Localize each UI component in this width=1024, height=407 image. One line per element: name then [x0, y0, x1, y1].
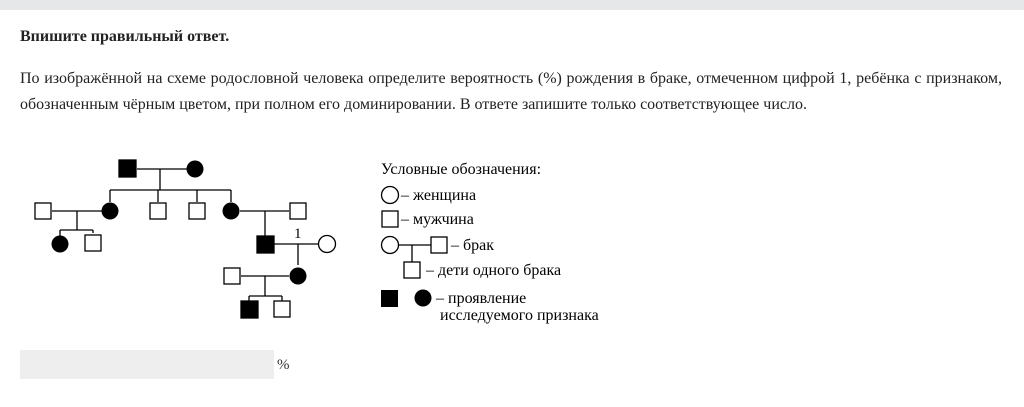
percent-unit: % [277, 357, 290, 373]
male [290, 203, 306, 219]
affected-female [187, 161, 204, 178]
affected-female [52, 236, 69, 253]
legend-trait-label-line2: исследуемого признака [440, 307, 599, 324]
answer-input[interactable] [20, 350, 274, 379]
female [319, 236, 336, 253]
legend [368, 150, 658, 330]
marriage-number-label: 1 [294, 226, 302, 242]
child-symbol [404, 262, 420, 278]
task-text: По изображённой на схеме родословной человека определите вероятность (%) рождения в браке, отмеченном цифрой 1, ребёнка с признаком, обозначенным чёрным цветом, при полном его доминировании. В ответе запишите только соответствующее число. [20, 70, 1002, 113]
affected-male [257, 236, 274, 253]
male [189, 203, 205, 219]
female-symbol [382, 187, 399, 204]
affected-male [119, 160, 136, 177]
top-bar [0, 0, 1024, 10]
legend-children-label: – дети одного брака [426, 262, 562, 279]
male [274, 301, 290, 317]
male-symbol [382, 211, 398, 227]
affected-female [223, 203, 240, 220]
task-title: Впишите правильный ответ. [20, 28, 230, 45]
affected-female-symbol [415, 290, 432, 307]
affected-female [102, 203, 119, 220]
marriage-symbol [382, 237, 448, 263]
affected-male-symbol [381, 290, 398, 307]
legend-trait-label-line1: – проявление [436, 290, 527, 307]
legend-female-label: – женщина [401, 187, 477, 204]
male [85, 235, 101, 251]
affected-male [241, 301, 258, 318]
legend-male-label: – мужчина [401, 211, 474, 228]
affected-female [290, 268, 307, 285]
male [35, 203, 51, 219]
legend-marriage-label: – брак [451, 237, 495, 254]
male [150, 203, 166, 219]
legend-title: Условные обозначения: [381, 161, 542, 178]
male [224, 268, 240, 284]
pedigree-diagram [20, 150, 350, 325]
